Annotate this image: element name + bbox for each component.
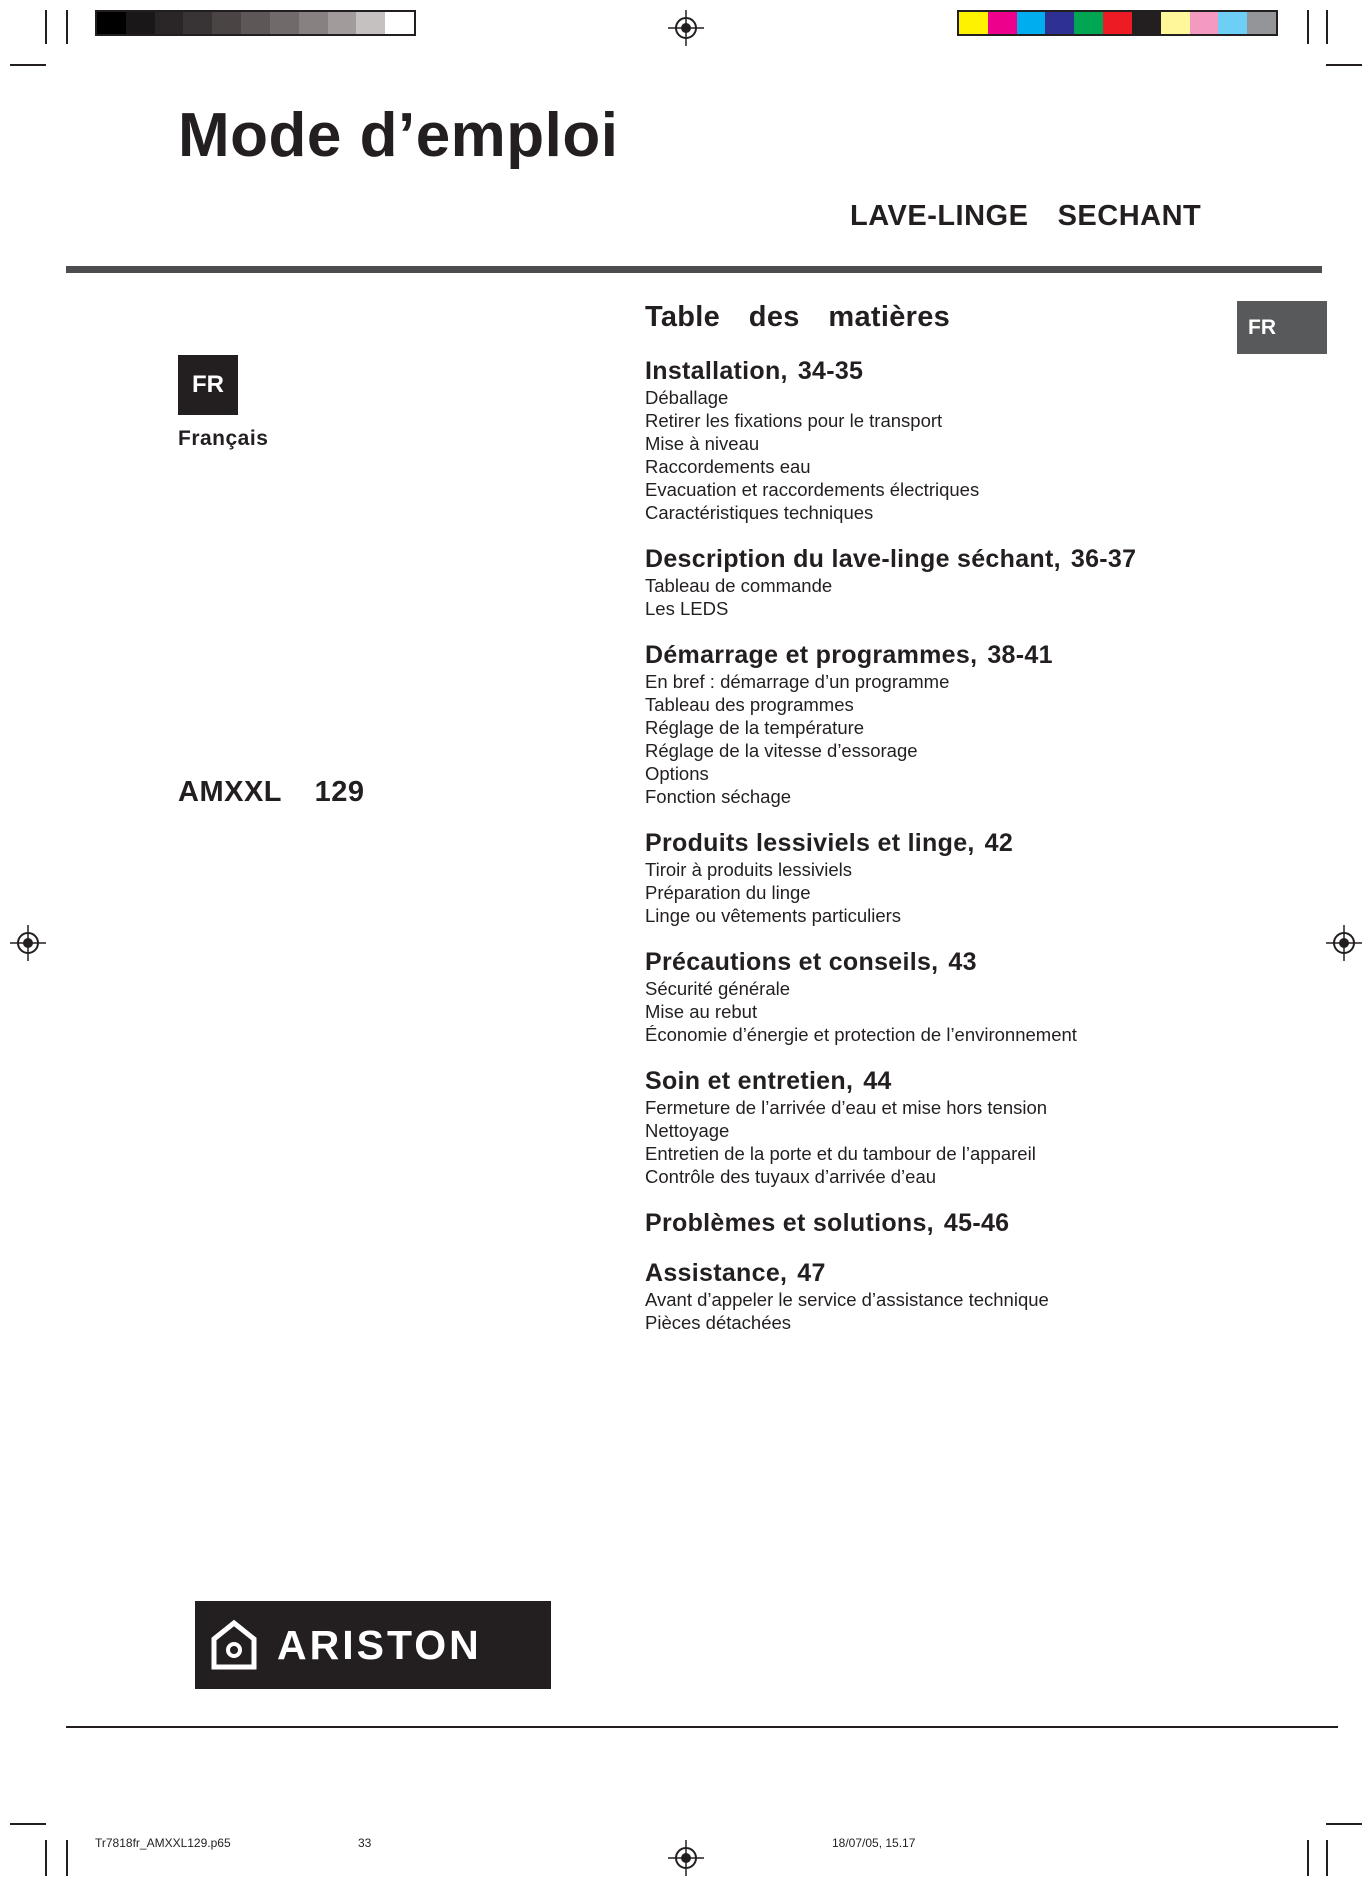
house-icon: [209, 1619, 259, 1671]
toc-subitem: Fermeture de l’arrivée d’eau et mise hors tension: [645, 1097, 1048, 1118]
toc-section-heading: [645, 1208, 1245, 1238]
color-swatch: [356, 12, 385, 34]
toc-section-heading: [645, 828, 1245, 858]
brand-name: ARISTON: [277, 1621, 482, 1668]
toc-subitem: Mise au rebut: [645, 1001, 758, 1022]
toc-subitem: Options: [645, 763, 709, 784]
toc-section-title: Description du lave-linge séchant,: [645, 545, 1061, 573]
color-swatch: [1017, 12, 1046, 34]
toc-subitem: Économie d’énergie et protection de l’environnement: [645, 1024, 1077, 1045]
toc-subitem: Retirer les fixations pour le transport: [645, 410, 943, 431]
toc-subitem: Sécurité générale: [645, 978, 791, 999]
toc-section: [645, 828, 1245, 927]
color-swatch: [241, 12, 270, 34]
color-swatch: [328, 12, 357, 34]
toc-section-pages: 38-41: [987, 641, 1053, 669]
color-swatch: [1218, 12, 1247, 34]
toc-section-pages: 36-37: [1070, 545, 1137, 573]
footer-divider: [66, 1726, 1338, 1728]
toc-section-heading: [645, 356, 1245, 386]
crop-mark: [1326, 1840, 1328, 1876]
toc-subitem: Avant d’appeler le service d’assistance technique: [645, 1289, 1049, 1310]
registration-mark-icon: [668, 1840, 704, 1876]
registration-mark-icon: [668, 10, 704, 46]
grayscale-calibration-bar: [95, 10, 416, 36]
toc-section-title: Précautions et conseils,: [645, 948, 939, 976]
toc-section: [645, 356, 1245, 524]
document-title: Mode d’emploi: [178, 101, 619, 170]
toc-section: [645, 640, 1245, 808]
toc-section-pages: 42: [984, 829, 1014, 857]
toc-section-heading: [645, 947, 1245, 977]
toc-subitem: Nettoyage: [645, 1120, 730, 1141]
header-divider: [66, 266, 1322, 273]
color-swatch: [385, 12, 414, 34]
color-calibration-bar: [957, 10, 1278, 36]
toc-title: Table des matières: [645, 301, 951, 333]
toc-section-title: Démarrage et programmes,: [645, 641, 978, 669]
color-swatch: [1161, 12, 1190, 34]
color-swatch: [270, 12, 299, 34]
toc-section-heading: [645, 1066, 1245, 1096]
color-swatch: [155, 12, 184, 34]
toc-section-heading: [645, 1258, 1245, 1288]
crop-mark: [45, 10, 47, 44]
toc-section-pages: 43: [948, 948, 977, 976]
toc-section-title: Installation,: [645, 357, 788, 385]
toc-section: [645, 1066, 1245, 1188]
toc-section-title: Soin et entretien,: [645, 1067, 854, 1095]
toc-subitem: Contrôle des tuyaux d’arrivée d’eau: [645, 1166, 937, 1187]
toc-section: [645, 544, 1245, 620]
toc-section-title: Assistance,: [645, 1259, 788, 1287]
toc-section: [645, 947, 1245, 1046]
toc-subitem: Caractéristiques techniques: [645, 502, 874, 523]
toc-subitem: Entretien de la porte et du tambour de l’appareil: [645, 1143, 1036, 1164]
language-tab: FR: [1237, 301, 1327, 354]
crop-mark: [1307, 10, 1309, 44]
color-swatch: [1074, 12, 1103, 34]
toc-subitem: Préparation du linge: [645, 882, 811, 903]
toc-subitem: Réglage de la vitesse d’essorage: [645, 740, 918, 761]
crop-mark: [10, 64, 46, 66]
toc-section-title: Produits lessiviels et linge,: [645, 829, 975, 857]
toc-section-title: Problèmes et solutions,: [645, 1209, 934, 1237]
brand-logo: [195, 1601, 551, 1689]
crop-mark: [45, 1840, 47, 1876]
toc-subitem: Raccordements eau: [645, 456, 811, 477]
toc-section-pages: 45-46: [943, 1209, 1010, 1237]
crop-mark: [1326, 64, 1362, 66]
toc-subitem: Tableau des programmes: [645, 694, 854, 715]
toc-section: [645, 1208, 1245, 1238]
color-swatch: [299, 12, 328, 34]
model-number: AMXXL 129: [178, 776, 365, 808]
toc-subitem: Tiroir à produits lessiviels: [645, 859, 852, 880]
color-swatch: [1190, 12, 1219, 34]
toc-section-heading: [645, 640, 1245, 670]
toc-subitem: Réglage de la température: [645, 717, 865, 738]
color-swatch: [183, 12, 212, 34]
toc-subitem: Mise à niveau: [645, 433, 760, 454]
footer-date: 18/07/05, 15.17: [832, 1836, 916, 1850]
table-of-contents: [645, 300, 1245, 1354]
toc-section-pages: 44: [863, 1067, 892, 1095]
color-swatch: [1132, 12, 1161, 34]
color-swatch: [1045, 12, 1074, 34]
toc-section-pages: 47: [797, 1259, 826, 1287]
color-swatch: [212, 12, 241, 34]
toc-section-pages: 34-35: [797, 357, 864, 385]
color-swatch: [1247, 12, 1276, 34]
toc-subitem: Evacuation et raccordements électriques: [645, 479, 980, 500]
product-type: LAVE-LINGE SECHANT: [850, 200, 1202, 232]
color-swatch: [126, 12, 155, 34]
toc-subitem: Linge ou vêtements particuliers: [645, 905, 902, 926]
language-code-badge: FR: [178, 355, 238, 415]
crop-mark: [1307, 1840, 1309, 1876]
crop-mark: [66, 1840, 68, 1876]
toc-sections: [645, 356, 1245, 1334]
toc-subitem: Tableau de commande: [645, 575, 833, 596]
toc-subitem: Fonction séchage: [645, 786, 792, 807]
color-swatch: [988, 12, 1017, 34]
toc-subitem: Les LEDS: [645, 598, 729, 619]
color-swatch: [1103, 12, 1132, 34]
crop-mark: [1326, 1823, 1362, 1825]
language-name: Français: [178, 427, 269, 450]
color-swatch: [959, 12, 988, 34]
toc-subitem: Déballage: [645, 387, 729, 408]
toc-section-heading: [645, 544, 1245, 574]
crop-mark: [1326, 10, 1328, 44]
registration-mark-icon: [1326, 925, 1362, 961]
toc-subitem: Pièces détachées: [645, 1312, 792, 1333]
crop-mark: [10, 1823, 46, 1825]
toc-section: [645, 1258, 1245, 1334]
toc-subitem: En bref : démarrage d’un programme: [645, 671, 950, 692]
footer-filename: Tr7818fr_AMXXL129.p65: [95, 1836, 231, 1850]
crop-mark: [66, 10, 68, 44]
registration-mark-icon: [10, 925, 46, 961]
color-swatch: [97, 12, 126, 34]
footer-page-number: 33: [358, 1836, 372, 1850]
